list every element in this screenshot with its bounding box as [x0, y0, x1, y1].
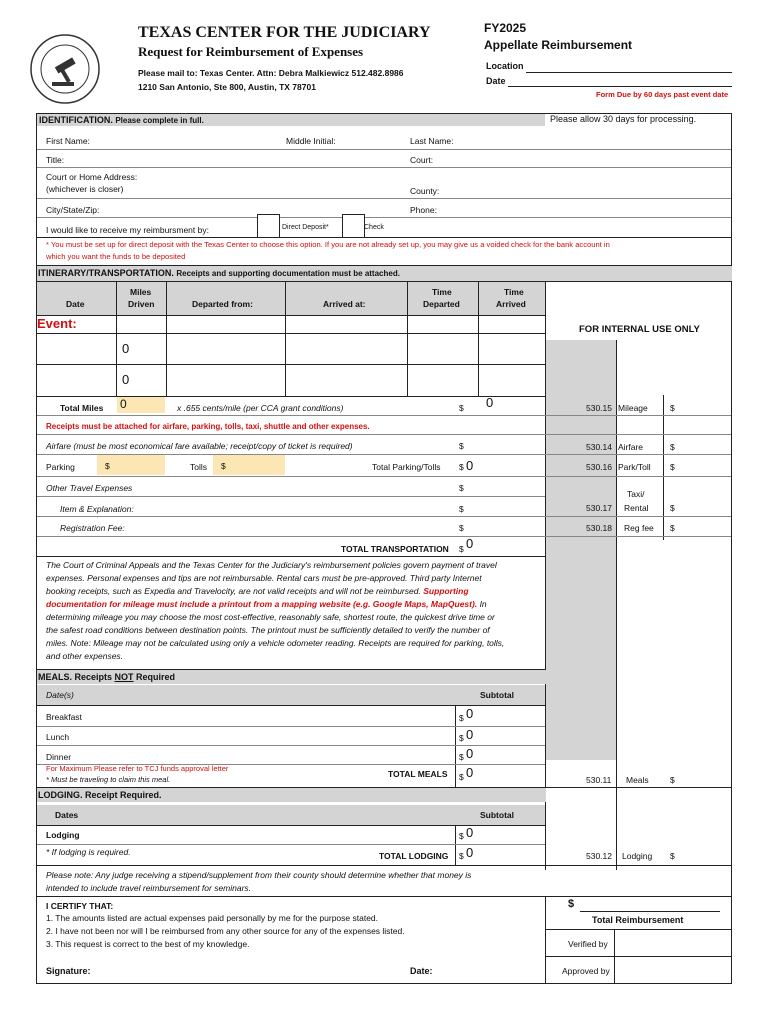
parktoll-code: 530.16 — [586, 462, 612, 472]
lodging-subtotal-label: Subtotal — [480, 810, 514, 820]
miles-row-1[interactable]: 0 — [122, 341, 130, 356]
city-line[interactable] — [37, 217, 731, 218]
policy-line-3 — [46, 586, 469, 596]
stipend-line — [37, 896, 731, 897]
total-transportation-label: TOTAL TRANSPORTATION — [341, 544, 449, 554]
total-miles-field[interactable] — [117, 397, 165, 413]
fiscal-year: FY2025 — [484, 21, 527, 35]
tolls-field[interactable] — [213, 455, 285, 475]
address-label-1: Court or Home Address: — [46, 172, 138, 182]
due-note: Form Due by 60 days past event date — [596, 90, 729, 99]
mileage-account-currency: $ — [670, 403, 675, 413]
internal-vline-mid — [616, 340, 617, 870]
total-amount-line[interactable] — [580, 911, 720, 912]
meals-code: 530.11 — [586, 775, 612, 785]
event-label: Event: — [37, 316, 77, 331]
other-travel-currency: $ — [459, 483, 464, 493]
meals-header: MEALS. Receipts NOT Required — [37, 669, 546, 684]
approved-by-label: Approved by — [562, 966, 610, 976]
stipend-line-1: Please note: Any judge receiving a stipend/supplement from their county should determine whether that money is — [46, 870, 472, 880]
parking-line — [37, 476, 731, 477]
meals-account-currency: $ — [670, 775, 675, 785]
policy-line-4-text: In — [479, 599, 487, 609]
lodging-vline — [455, 825, 456, 865]
total-vline — [545, 896, 546, 983]
airfare-label: Airfare (must be most economical fare available; receipt/copy of ticket is required) — [46, 441, 353, 451]
transportation-currency: $ — [459, 544, 464, 554]
tolls-currency: $ — [221, 461, 226, 471]
certify-item-2: 2. I have not been nor will I be reimbursed from any other source for any of the expenses listed. — [46, 926, 405, 936]
meals-account-label: Meals — [626, 775, 649, 785]
taxi-account-currency: $ — [670, 503, 675, 513]
dinner-currency: $ — [459, 752, 464, 762]
identification-header: IDENTIFICATION. Please complete in full. — [37, 114, 545, 126]
signature-date-field[interactable] — [440, 960, 540, 978]
form-type: Appellate Reimbursement — [484, 38, 633, 52]
total-lodging-currency: $ — [459, 851, 464, 861]
dinner-value: 0 — [466, 746, 474, 761]
policy-line-1: The Court of Criminal Appeals and the Texas Center for the Judiciary's reimbursement policies govern payment of travel — [46, 560, 497, 570]
meals-dates-label: Date(s) — [46, 690, 74, 700]
lodging-dates-label: Dates — [55, 810, 79, 820]
dd-note-line-2: which you want the funds to be deposited — [46, 252, 186, 261]
registration-currency: $ — [459, 523, 464, 533]
total-lodging-value: 0 — [466, 845, 474, 860]
signature-date-label: Date: — [410, 966, 433, 976]
parktoll-account-label: Park/Toll — [618, 462, 651, 472]
lodging-value: 0 — [466, 825, 474, 840]
col-date: Date — [66, 299, 85, 309]
phone-label: Phone: — [410, 205, 437, 215]
internal-use-label: FOR INTERNAL USE ONLY — [579, 324, 700, 335]
itin-hline-4 — [37, 396, 545, 397]
receive-line — [37, 237, 731, 238]
itin-hline-3 — [37, 364, 545, 365]
parking-label: Parking — [46, 462, 75, 472]
first-name-label: First Name: — [46, 136, 90, 146]
meals-vline — [455, 705, 456, 787]
meals-max-note: For Maximum Please refer to TCJ funds approval letter — [46, 764, 229, 773]
col-time-arr-2: Arrived — [496, 299, 526, 309]
approved-by-field[interactable] — [616, 958, 730, 982]
county-label: County: — [410, 186, 440, 196]
itin-vline-2 — [166, 282, 167, 397]
middle-initial-label: Middle Initial: — [286, 136, 336, 146]
check-checkbox[interactable] — [342, 214, 365, 238]
meals-subtotal-label: Subtotal — [480, 690, 514, 700]
policy-line-7: miles. Note: Mileage may not be calculated using only a vehicle odometer reading. Receipts are required for parking, tolls, — [46, 638, 505, 648]
parktoll-account-currency: $ — [670, 462, 675, 472]
mileage-currency: $ — [459, 403, 464, 413]
mail-line-1: Please mail to: Texas Center. Attn: Debra Malkiewicz 512.482.8986 — [138, 68, 404, 78]
stipend-line-2: intended to include travel reimbursement for seminars. — [46, 883, 252, 893]
certify-heading: I CERTIFY THAT: — [46, 901, 114, 911]
lodging-label: Lodging — [46, 830, 80, 840]
policy-line-4-red: documentation for mileage must include a printout from a mapping website (e.g. Google Maps, MapQuest). — [46, 599, 478, 609]
verified-by-label: Verified by — [568, 939, 608, 949]
date-label: Date — [486, 76, 506, 86]
signature-field[interactable] — [100, 960, 390, 978]
processing-note: Please allow 30 days for processing. — [550, 114, 697, 124]
total-meals-currency: $ — [459, 772, 464, 782]
miles-row-2[interactable]: 0 — [122, 372, 130, 387]
airfare-account-label: Airfare — [618, 442, 644, 452]
address-line[interactable] — [37, 198, 731, 199]
receipts-note: Receipts must be attached for airfare, parking, tolls, taxi, shuttle and other expenses. — [46, 422, 370, 431]
total-lodging-label: TOTAL LODGING — [379, 851, 449, 861]
col-miles-1: Miles — [130, 287, 152, 297]
regfee-account-label: Reg fee — [624, 523, 654, 533]
col-arrived-at: Arrived at: — [323, 299, 366, 309]
parking-total-currency: $ — [459, 462, 464, 472]
lodging-account-label: Lodging — [622, 851, 653, 861]
dinner-label: Dinner — [46, 752, 72, 762]
parking-currency: $ — [105, 461, 110, 471]
airfare-code: 530.14 — [586, 442, 612, 452]
breakfast-label: Breakfast — [46, 712, 82, 722]
parking-total-value: 0 — [466, 458, 474, 473]
form-subtitle: Request for Reimbursement of Expenses — [138, 44, 364, 59]
check-label: Check — [364, 224, 384, 231]
tolls-label: Tolls — [190, 462, 208, 472]
itin-hline-1 — [37, 315, 545, 316]
itin-vline-1 — [116, 282, 117, 397]
lodging-code: 530.12 — [586, 851, 612, 861]
verified-by-field[interactable] — [616, 931, 730, 955]
registration-fee-label: Registration Fee: — [60, 523, 125, 533]
itin-vline-5 — [478, 282, 479, 397]
address-label-2: (whichever is closer) — [46, 184, 124, 194]
meals-travel-note: * Must be traveling to claim this meal. — [46, 775, 171, 784]
policy-line-3-red: Supporting — [423, 586, 469, 596]
dd-note-line-1: * You must be set up for direct deposit with the Texas Center to choose this option. If you are not already set up, you may give us a voided check for the bank account in — [46, 240, 610, 249]
policy-line-8: and other expenses. — [46, 651, 124, 661]
rate-text: x .655 cents/mile (per CCA grant conditions) — [177, 403, 344, 413]
lodging-column-header — [37, 805, 545, 825]
item-currency: $ — [459, 504, 464, 514]
total-miles-value: 0 — [120, 397, 127, 411]
certify-item-1: 1. The amounts listed are actual expenses paid personally by me for the purpose stated. — [46, 913, 379, 923]
transportation-value: 0 — [466, 536, 474, 551]
verified-line — [545, 956, 731, 957]
col-time-dep-2: Departed — [423, 299, 460, 309]
lunch-label: Lunch — [46, 732, 70, 742]
date-field[interactable] — [508, 86, 732, 87]
total-bottom-line — [545, 929, 731, 930]
itinerary-header: ITINERARY/TRANSPORTATION. Receipts and supporting documentation must be attached. — [37, 265, 732, 281]
signature-label: Signature: — [46, 966, 91, 976]
item-explanation-label: Item & Explanation: — [60, 504, 134, 514]
itin-vline-3 — [285, 282, 286, 397]
mail-line-2: 1210 San Antonio, Ste 800, Austin, TX 78701 — [138, 82, 316, 92]
other-travel-label: Other Travel Expenses — [46, 483, 133, 493]
mileage-code: 530.15 — [586, 403, 612, 413]
direct-deposit-label: Direct Deposit* — [282, 224, 329, 231]
other-line — [37, 496, 545, 497]
itin-vline-4 — [407, 282, 408, 397]
col-time-dep-1: Time — [432, 287, 452, 297]
meals-column-header — [37, 685, 545, 705]
total-parking-tolls-label: Total Parking/Tolls — [372, 462, 441, 472]
receipts-line — [37, 434, 731, 435]
court-label: Court: — [410, 155, 434, 165]
location-label: Location — [486, 61, 524, 71]
certify-item-3: 3. This request is correct to the best of my knowledge. — [46, 939, 250, 949]
transportation-line — [37, 556, 545, 557]
title-label: Title: — [46, 155, 65, 165]
taxi-code: 530.17 — [586, 503, 612, 513]
title-line[interactable] — [37, 167, 731, 168]
lodging-account-currency: $ — [670, 851, 675, 861]
lunch-value: 0 — [466, 727, 474, 742]
breakfast-value: 0 — [466, 706, 474, 721]
seal-icon — [28, 32, 102, 106]
total-meals-value: 0 — [466, 765, 474, 780]
itinerary-column-header — [37, 282, 545, 315]
lunch-currency: $ — [459, 733, 464, 743]
miles-line — [37, 415, 731, 416]
itin-hline-2 — [37, 333, 545, 334]
col-miles-2: Driven — [128, 299, 155, 309]
regfee-code: 530.18 — [586, 523, 612, 533]
total-currency: $ — [568, 898, 575, 910]
tcj-seal — [28, 32, 102, 106]
location-field[interactable] — [526, 72, 732, 73]
internal-vline-right — [663, 395, 664, 540]
lodging-header: LODGING. Receipt Required. — [37, 788, 546, 802]
item-line — [37, 516, 731, 517]
col-departed-from: Departed from: — [192, 299, 253, 309]
lodging-bottom-line — [37, 865, 731, 866]
mileage-account-label: Mileage — [618, 403, 648, 413]
name-line[interactable] — [37, 149, 731, 150]
airfare-account-currency: $ — [670, 442, 675, 452]
total-meals-label: TOTAL MEALS — [388, 769, 448, 779]
last-name-label: Last Name: — [410, 136, 454, 146]
regfee-account-currency: $ — [670, 523, 675, 533]
breakfast-currency: $ — [459, 713, 464, 723]
parking-field[interactable] — [97, 455, 165, 475]
col-time-arr-1: Time — [504, 287, 524, 297]
registration-line — [37, 536, 731, 537]
policy-line-2: expenses. Personal expenses and tips are not reimbursable. Rental cars must be pre-approved. Third party Internet — [46, 573, 482, 583]
total-miles-label: Total Miles — [60, 403, 104, 413]
policy-line-3-text: booking receipts, such as Expedia and Travelocity, are not valid receipts and will not be reimbursed. — [46, 586, 421, 596]
airfare-currency: $ — [459, 441, 464, 451]
taxi-label-1: Taxi/ — [627, 489, 645, 499]
lodging-note: * If lodging is required. — [46, 847, 131, 857]
policy-line-4 — [46, 599, 487, 609]
policy-line-5: determining mileage you may choose the most cost-effective, reasonably safe, shortest route, the quickest drive time or — [46, 612, 495, 622]
taxi-label-2: Rental — [624, 503, 649, 513]
policy-line-6: the safest road conditions between destination points. The printout must be sufficiently detailed to verify the number of — [46, 625, 490, 635]
receive-label: I would like to receive my reimbursment by: — [46, 225, 209, 235]
org-title: TEXAS CENTER FOR THE JUDICIARY — [138, 24, 431, 41]
total-reimbursement-label: Total Reimbursement — [592, 915, 684, 925]
direct-deposit-checkbox[interactable] — [257, 214, 280, 238]
mileage-amount: 0 — [486, 395, 494, 410]
lodging-currency: $ — [459, 831, 464, 841]
city-label: City/State/Zip: — [46, 205, 100, 215]
